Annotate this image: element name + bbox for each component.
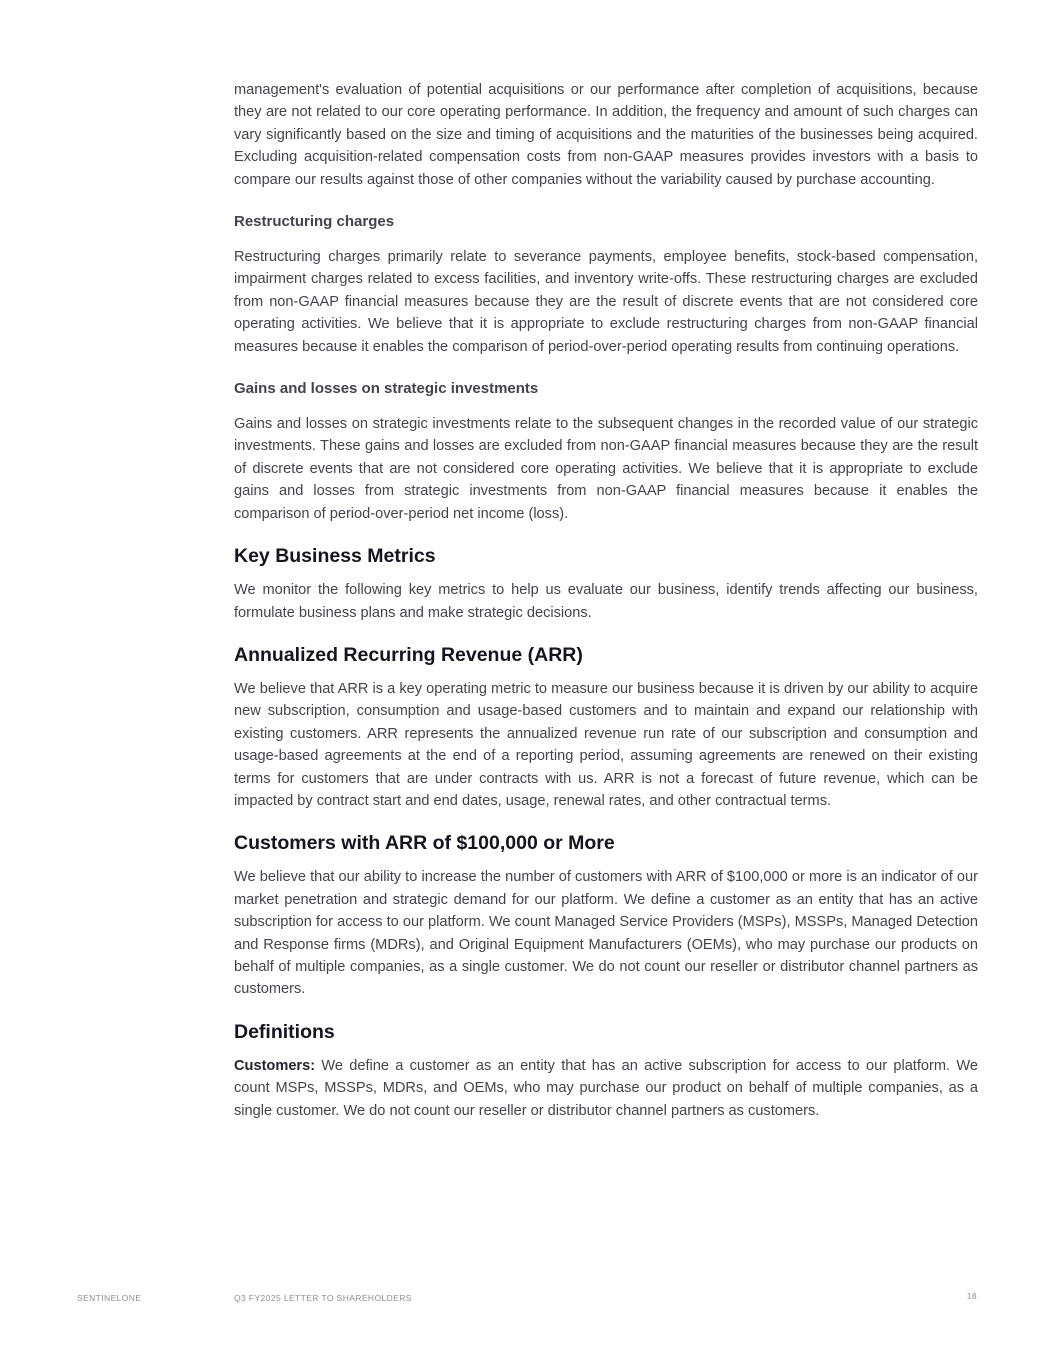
arr-paragraph: We believe that ARR is a key operating metric to measure our business because it is driven by our ability to acquire new subscription, consumption and usage-based customers and to maintain and expand our relationship with existing customers. ARR represents the annualized revenue run rate of our subscription and consumption and usage-based agreements at the end of a reporting period, assuming agreements are renewed on their existing terms for customers that are under contracts with us. ARR is not a forecast of future revenue, which can be impacted by contract start and end dates, usage, renewal rates, and other contractual terms. [234, 680, 978, 809]
definitions-paragraph [234, 1055, 978, 1122]
definitions-text: We define a customer as an entity that has an active subscription for access to our platform. We count MSPs, MSSPs, MDRs, and OEMs, who may purchase our product on behalf of multiple companies, as a single customer. We do not count our reseller or distributor channel partners as customers. [234, 1057, 978, 1119]
customers-100k-paragraph: We believe that our ability to increase the number of customers with ARR of $100,000 or more is an indicator of our market penetration and strategic demand for our platform. We define a customer as an entity that has an active subscription for access to our platform. We count Managed Service Providers (MSPs), MSSPs, Managed Detection and Response firms (MDRs), and Original Equipment Manufacturers (OEMs), who may purchase our products on behalf of multiple companies, as a single customer. We do not count our reseller or distributor channel partners as customers. [234, 869, 978, 998]
key-metrics-heading: Key Business Metrics [234, 545, 436, 568]
definitions-term: Customers: [234, 1057, 316, 1074]
footer-document-title: Q3 FY2025 LETTER TO SHAREHOLDERS [234, 1293, 412, 1303]
restructuring-paragraph: Restructuring charges primarily relate to severance payments, employee benefits, stock-based compensation, impairment charges related to excess facilities, and inventory write-offs. These restructuring charges are excluded from non-GAAP financial measures because they are the result of discrete events that are not considered core operating activities. We believe that it is appropriate to exclude restructuring charges from non-GAAP financial measures because it enables the comparison of period-over-period operating results from continuing operations. [234, 249, 978, 355]
restructuring-heading: Restructuring charges [234, 213, 395, 231]
footer-company: SENTINELONE [77, 1293, 142, 1303]
arr-heading: Annualized Recurring Revenue (ARR) [234, 643, 583, 666]
key-metrics-paragraph: We monitor the following key metrics to help us evaluate our business, identify trends affecting our business, formulate business plans and make strategic decisions. [234, 582, 978, 621]
page-content [234, 79, 978, 1122]
definitions-heading: Definitions [234, 1020, 335, 1043]
footer-page-number: 18 [966, 1291, 977, 1301]
customers-100k-heading: Customers with ARR of $100,000 or More [234, 832, 615, 855]
strategic-investments-heading: Gains and losses on strategic investments [234, 380, 539, 398]
intro-paragraph: management's evaluation of potential acquisitions or our performance after completion of acquisitions, because they are not related to our core operating performance. In addition, the frequency and amount of such charges can vary significantly based on the size and timing of acquisitions and the maturities of the businesses being acquired. Excluding acquisition-related compensation costs from non-GAAP measures provides investors with a basis to compare our results against those of other companies without the variability caused by purchase accounting. [234, 82, 978, 188]
strategic-investments-paragraph: Gains and losses on strategic investments relate to the subsequent changes in the recorded value of our strategic investments. These gains and losses are excluded from non-GAAP financial measures because they are the result of discrete events that are not considered core operating activities. We believe that it is appropriate to exclude gains and losses from strategic investments from non-GAAP financial measures because it enables the comparison of period-over-period net income (loss). [234, 416, 978, 522]
